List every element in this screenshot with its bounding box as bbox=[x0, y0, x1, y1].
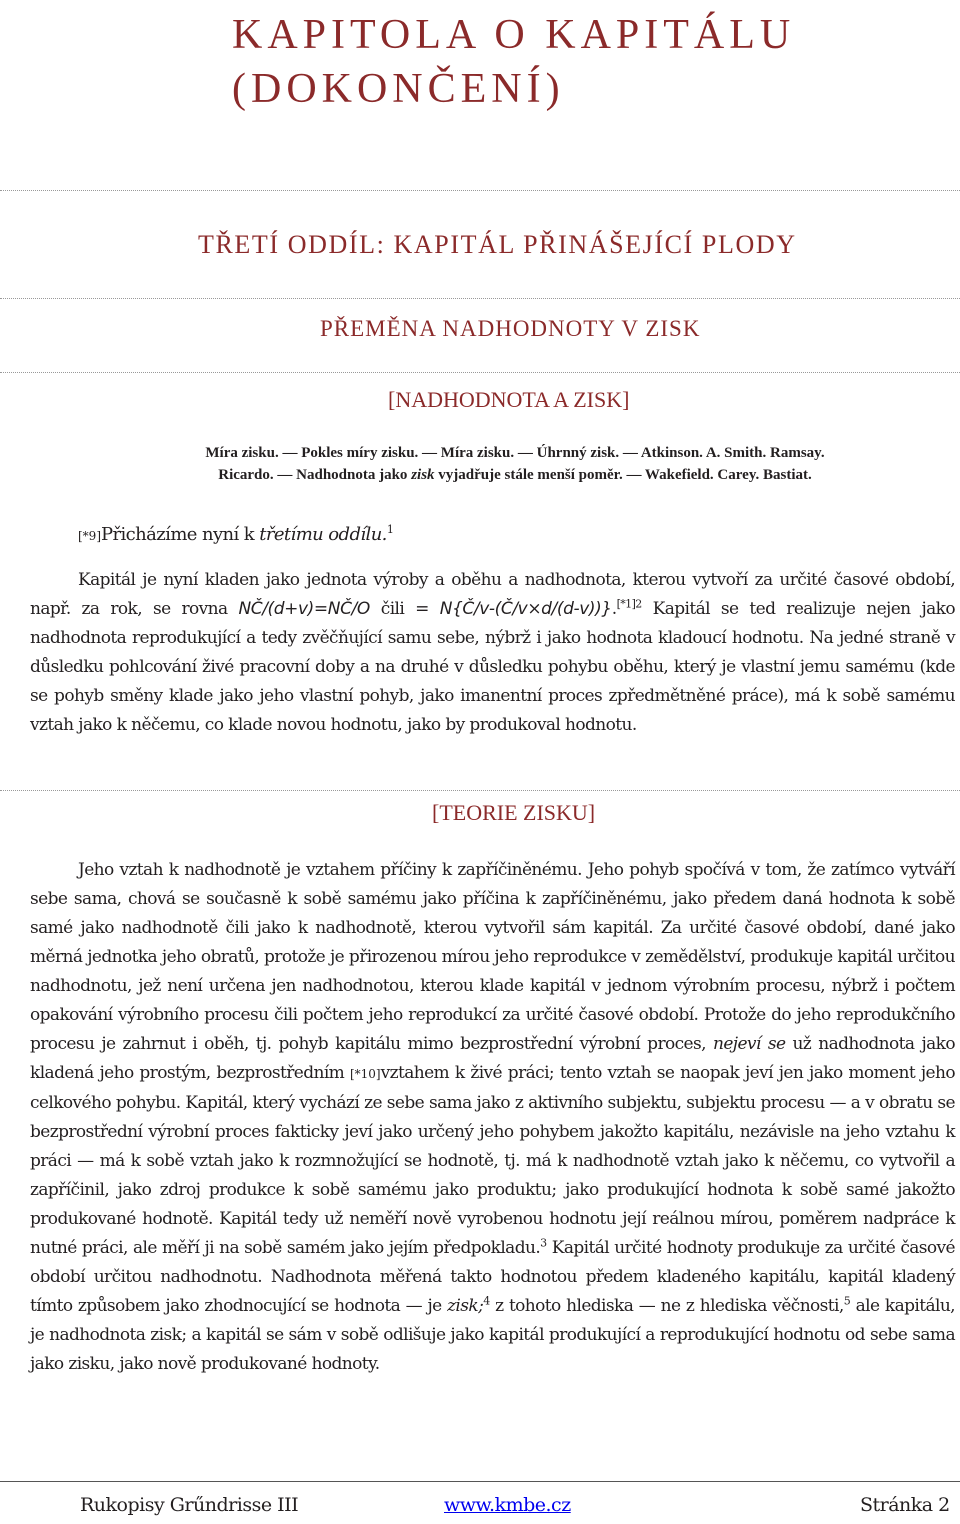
bracket-heading: [NADHODNOTA A ZISK] bbox=[388, 387, 630, 412]
footnote-ref-5[interactable]: 5 bbox=[843, 1294, 851, 1308]
para2-part2: už nadhodnota jako kladená jeho prostým, bezprostředním bbox=[30, 1034, 956, 1083]
para2-part5: z tohoto hlediska — ne z hlediska věčnosti, bbox=[489, 1296, 844, 1316]
footer-page-number: Stránka 2 bbox=[860, 1494, 950, 1516]
paragraph-2 bbox=[30, 856, 955, 1379]
summary-line1: Míra zisku. — Pokles míry zisku. — Míra zisku. — Úhrnný zisk. — Atkinson. A. Smith. Ramsay. bbox=[205, 445, 825, 461]
footer-rule bbox=[0, 1481, 960, 1482]
para1-end: . bbox=[611, 599, 617, 619]
chapter-title bbox=[232, 8, 932, 116]
heading-divider bbox=[0, 372, 960, 373]
theory-divider bbox=[0, 790, 960, 791]
intro-text: Přicházíme nyní k bbox=[101, 524, 260, 545]
footer-website-link[interactable]: www.kmbe.cz bbox=[444, 1494, 571, 1516]
para1-text: Kapitál je nyní kladen jako jednota výroby a oběhu a nadhodnota, kterou vytvoří za určité časové období, např. za rok, se rovna bbox=[30, 570, 955, 619]
chapter-title-line2: (DOKONČENÍ) bbox=[232, 66, 565, 112]
footnote-ref-3[interactable]: 3 bbox=[540, 1236, 547, 1250]
footnote-ref-2[interactable]: 2 bbox=[635, 597, 642, 611]
footnote-ref-4[interactable]: 4 bbox=[483, 1294, 490, 1308]
formula-1: NČ/(d+v)=NČ/O bbox=[238, 599, 370, 619]
section-divider bbox=[0, 190, 960, 191]
formula-2: N{Č/v-(Č/v×d/(d-v))} bbox=[439, 599, 612, 619]
intro-paragraph bbox=[78, 520, 948, 551]
para1-mid: čili = bbox=[369, 599, 440, 619]
paragraph-1 bbox=[30, 566, 955, 740]
summary-line2-post: vyjadřuje stále menší poměr. — Wakefield. Carey. Bastiat. bbox=[434, 467, 812, 483]
section-title: TŘETÍ ODDÍL: KAPITÁL PŘINÁŠEJÍCÍ PLODY bbox=[198, 230, 797, 259]
intro-italic: třetímu oddílu. bbox=[259, 524, 387, 545]
para2-italic1: nejeví se bbox=[712, 1034, 786, 1054]
page-marker-10: [*10] bbox=[349, 1067, 381, 1081]
page-marker: [*9] bbox=[78, 529, 101, 543]
para2-part6: ale kapitálu, je nadhodnota zisk; a kapitál se sám v sobě odlišuje jako kapitál produkující a reprodukující hodnotu od sebe sama jako zisku, jako nově produkované hodnoty. bbox=[30, 1296, 955, 1374]
para2-part4: Kapitál určité hodnoty produkuje za určité časové období určitou nadhodnotu. Nadhodnota měřená takto hodnotou předem kladeného kapitálu, kapitál kladený tímto způsobem jako zhodnocující se hodnota — je bbox=[30, 1238, 956, 1316]
chapter-title-line1: KAPITOLA O KAPITÁLU bbox=[232, 12, 796, 58]
footnote-ref-1[interactable]: 1 bbox=[386, 523, 394, 536]
para2-part1: Jeho vztah k nadhodnotě je vztahem příčiny k zapříčiněnému. Jeho pohyb spočívá v tom, že zatímco vytváří sebe sama, chová se současně k sobě samému jako příčina k zapříčiněnému, jako předem daná hodnota k sobě samé jako nadhodnotě čili jako k nadhodnotě, kterou vytvořil sám kapitál. Za určité časové období, dané jako měrná jednotka jeho obratů, protože je přirozenou mírou jeho reprodukce v zemědělství, produkuje kapitál určitou nadhodnotu, jež není určena jen nadhodnotou, kterou klade kapitál v jednom výrobním procesu, nýbrž i počtem opakování výrobního procesu čili počtem jeho reprodukcí za určité časové období. Protože do jeho reprodukčního procesu je zahrnut i oběh, tj. pohyb kapitálu mimo bezprostřední výrobní proces, bbox=[30, 860, 955, 1054]
para2-part3: vztahem k živé práci; tento vztah se naopak jeví jen jako moment jeho celkového pohybu. Kapitál, který vychází ze sebe sama jako z aktivního subjektu, subjektu procesu — a v obratu se bezprostřední výrobní proces fakticky jeví jako určený jeho pohybem jakožto kapitálu, nezávisle na jeho vztahu k práci — má k sobě vztah jako k rozmnožující se hodnotě, tj. má k nadhodnotě vztah jako k něčemu, co vytvořil a zapříčinil, jako zdroj produkce k sobě samému jako produktu; jako produkující hodnota k sobě samé jakožto produkované hodnotě. Kapitál tedy už neměří nově vyrobenou hodnotu její reálnou mírou, poměrem nadpráce k nutné práci, ale měří ji na sobě samém jako jejím předpokladu. bbox=[30, 1063, 955, 1258]
theory-heading: [TEORIE ZISKU] bbox=[432, 800, 596, 825]
para1-rest: Kapitál se ted realizuje nejen jako nadhodnota reprodukující a tedy zvěčňující samu sebe, nýbrž i jako hodnota kladoucí hodnotu. Na jedné straně v důsledku pohlcování živé pracovní doby a na druhé v důsledku pohybu oběhu, který je vlastní jemu samému (kde se pohyb směny klade jako jeho vlastní pohyb, jako imanentní proces zpředmětněné práce), má k sobě samému vztah jako k něčemu, co klade novou hodnotu, jako by produkoval hodnotu. bbox=[30, 599, 955, 735]
summary-line2-italic: zisk bbox=[411, 467, 435, 483]
summary-line2-pre: Ricardo. — Nadhodnota jako bbox=[218, 467, 412, 483]
subsection-divider bbox=[0, 298, 960, 299]
subsection-title: PŘEMĚNA NADHODNOTY V ZISK bbox=[320, 316, 701, 341]
footer-book-title: Rukopisy Grűndrisse III bbox=[80, 1494, 299, 1516]
page-marker-1: [*1] bbox=[616, 597, 636, 611]
para2-italic2: zisk; bbox=[447, 1296, 484, 1316]
chapter-summary bbox=[80, 442, 950, 486]
